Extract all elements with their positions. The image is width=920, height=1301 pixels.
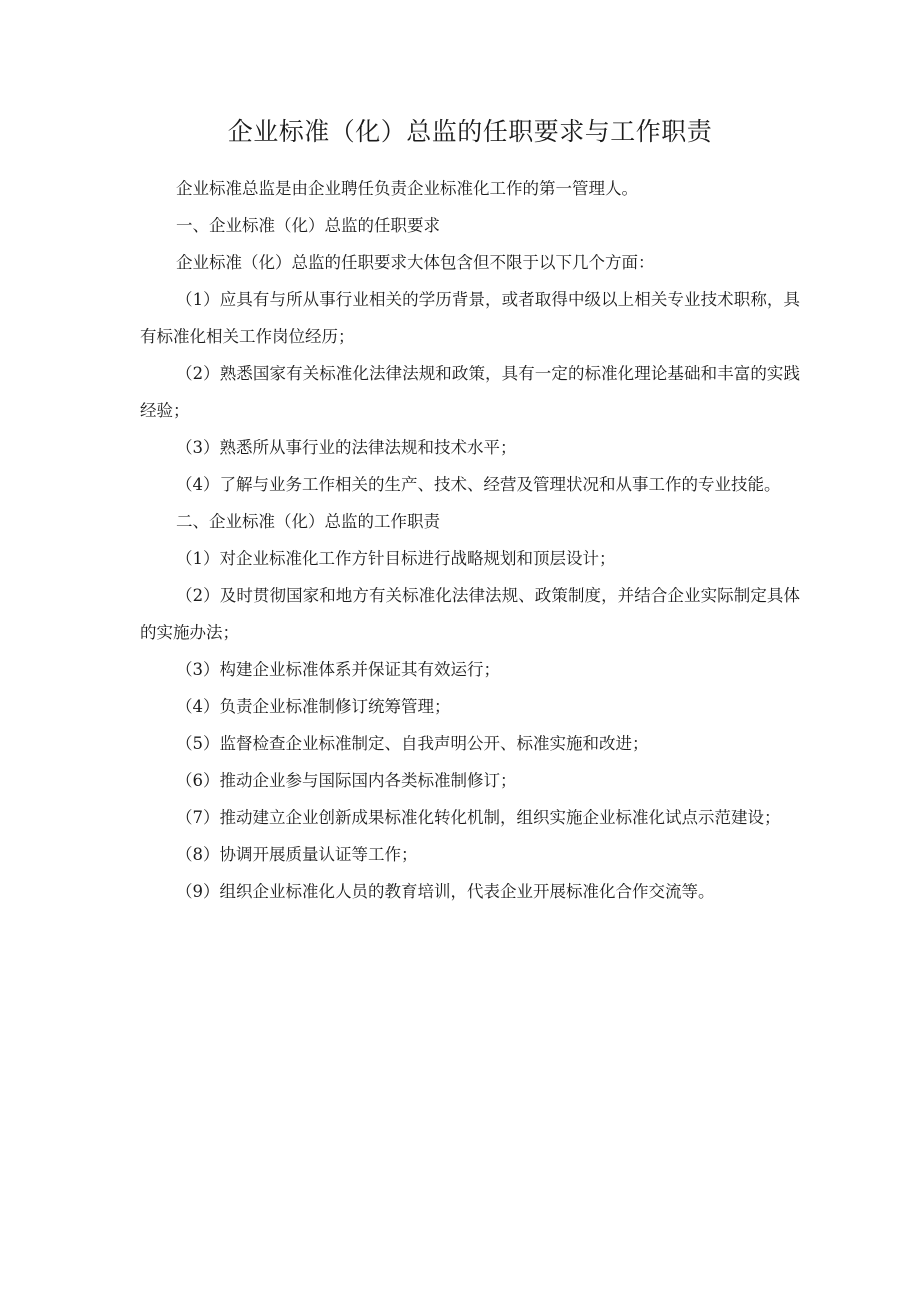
duty-item-3: （3）构建企业标准体系并保证其有效运行； [176,660,500,679]
duty-item-2: （2）及时贯彻国家和地方有关标准化法律法规、政策制度，并结合企业实际制定具体的实施办法； [140,586,800,642]
document-body [140,112,800,910]
section-2-heading: 二、企业标准（化）总监的工作职责 [176,512,440,531]
duty-item-4: （4）负责企业标准制修订统筹管理； [176,697,451,716]
section-1-heading: 一、企业标准（化）总监的任职要求 [176,216,440,235]
duty-item-6: （6）推动企业参与国际国内各类标准制修订； [176,771,517,790]
requirement-item-1: （1）应具有与所从事行业相关的学历背景，或者取得中级以上相关专业技术职称，具有标准化相关工作岗位经历； [140,290,800,346]
duty-item-8: （8）协调开展质量认证等工作； [176,845,418,864]
duty-item-1: （1）对企业标准化工作方针目标进行战略规划和顶层设计； [176,549,616,568]
requirement-item-3: （3）熟悉所从事行业的法律法规和技术水平； [176,438,517,457]
intro-paragraph: 企业标准总监是由企业聘任负责企业标准化工作的第一管理人。 [176,179,638,198]
duty-item-9: （9）组织企业标准化人员的教育培训，代表企业开展标准化合作交流等。 [176,882,715,901]
requirement-item-4: （4）了解与业务工作相关的生产、技术、经营及管理状况和从事工作的专业技能。 [176,475,781,494]
duty-item-7: （7）推动建立企业创新成果标准化转化机制，组织实施企业标准化试点示范建设； [176,808,781,827]
document-title: 企业标准（化）总监的任职要求与工作职责 [227,117,713,146]
duty-item-5: （5）监督检查企业标准制定、自我声明公开、标准实施和改进； [176,734,649,753]
section-1-lead: 企业标准（化）总监的任职要求大体包含但不限于以下几个方面： [176,253,655,272]
requirement-item-2: （2）熟悉国家有关标准化法律法规和政策，具有一定的标准化理论基础和丰富的实践经验； [140,364,800,420]
